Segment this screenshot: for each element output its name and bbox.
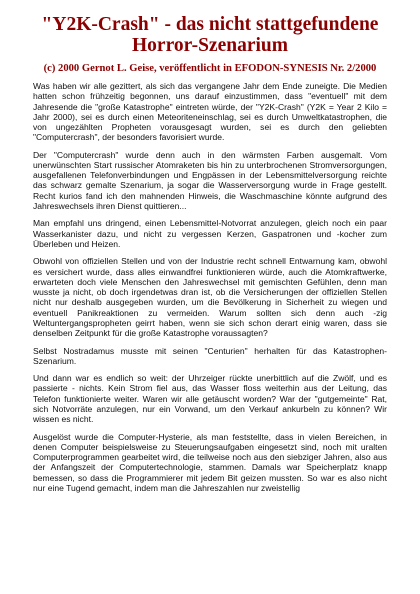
paragraph-3: Man empfahl uns dringend, einen Lebensmittel-Notvorrat anzulegen, gleich noch ein paar Wasserkanister dazu, und nicht zu vergessen Kerzen, Gaspatronen und -kocher zum Überleben und Heizen. bbox=[33, 218, 387, 249]
document-subtitle: (c) 2000 Gernot L. Geise, veröffentlicht in EFODON-SYNESIS Nr. 2/2000 bbox=[43, 63, 377, 74]
paragraph-4: Obwohl von offiziellen Stellen und von der Industrie recht schnell Entwarnung kam, obwohl es versichert wurde, dass alles einwandfrei funktionieren würde, auch die Atomkraftwerke, erwarteten doch viele Menschen den Jahreswechsel mit gemischten Gefühlen, denn man wusste ja nicht, ob doch irgendetwas dran ist, ob die Versicherungen der offiziellen Stellen nicht nur deshalb ausgegeben wurden, um die Bevölkerung in Sicherheit zu wiegen und eventuell Panikreaktionen zu vermeiden. Warum sollten sich denn auch -zig Weltuntergangspropheten geirrt haben, wenn sie sich schon derart einig waren, dass sie denselben Zeitpunkt für die große Katastrophe voraussagten? bbox=[33, 256, 387, 339]
title-line-2: Horror-Szenarium bbox=[132, 35, 288, 56]
paragraph-7: Ausgelöst wurde die Computer-Hysterie, als man feststellte, dass in vielen Bereichen, in denen Computer beispielsweise zu Steuerungsaufgaben eingesetzt sind, noch mit uralten Computerprogrammen gearbeitet wird, die teilweise noch aus den siebziger Jahren, also aus der Anfangszeit der Computertechnologie, stammen. Damals war Speicherplatz knapp bemessen, so dass die Programmierer mit jedem Bit geizen mussten. So war es also nicht nur eine Tugend gemacht, indem man die Jahreszahlen nur zweistellig bbox=[33, 431, 387, 493]
title-line-1: "Y2K-Crash" - das nicht stattgefundene bbox=[41, 14, 379, 35]
paragraph-5: Selbst Nostradamus musste mit seinen "Centurien" herhalten für das Katastrophen-Szenarium. bbox=[33, 345, 387, 366]
paragraph-1: Was haben wir alle gezittert, als sich das vergangene Jahr dem Ende zuneigte. Die Medien hatten schon frühzeitig begonnen, uns darauf einzustimmen, dass "eventuell" mit dem Jahresende die "große Katastrophe" eintreten würde, der "Y2K-Crash" (Y2K = Year 2 Kilo = Jahr 2000), sei es durch einen Meteoriteneinschlag, sei es durch Umweltkatastrophen, die von ungezählten Propheten vorausgesagt wurden, sei es durch den geliebten "Computercrash", der besonders favorisiert wurde. bbox=[33, 81, 387, 143]
paragraph-2: Der "Computercrash" wurde denn auch in den wärmsten Farben ausgemalt. Vom unerwünschten Start russischer Atomraketen bis hin zu unterbrochenen Stromversorgungen, ausgefallenen Telefonverbindungen und Engpässen in der Lebensmittelversorgung reichte das schwarz gemalte Szenarium, ja sogar die Wasserversorgung wurde in Frage gestellt. Recht kurios fand ich den mahnenden Hinweis, die Waschmaschine könnte aufgrund des Jahreswechsels ihren Dienst quittieren... bbox=[33, 149, 387, 211]
document-title bbox=[33, 14, 387, 56]
paragraph-6: Und dann war es endlich so weit: der Uhrzeiger rückte unerbittlich auf die Zwölf, und es passierte - nichts. Kein Strom fiel aus, das Wasser floss weiterhin aus der Leitung, das Telefon funktionierte weiter. Waren wir alle getäuscht worden? War der "gutgemeinte" Rat, sich Notvorräte anzulegen, nur ein Vorwand, um den Verkauf ankurbeln zu können? Wir wissen es nicht. bbox=[33, 373, 387, 425]
